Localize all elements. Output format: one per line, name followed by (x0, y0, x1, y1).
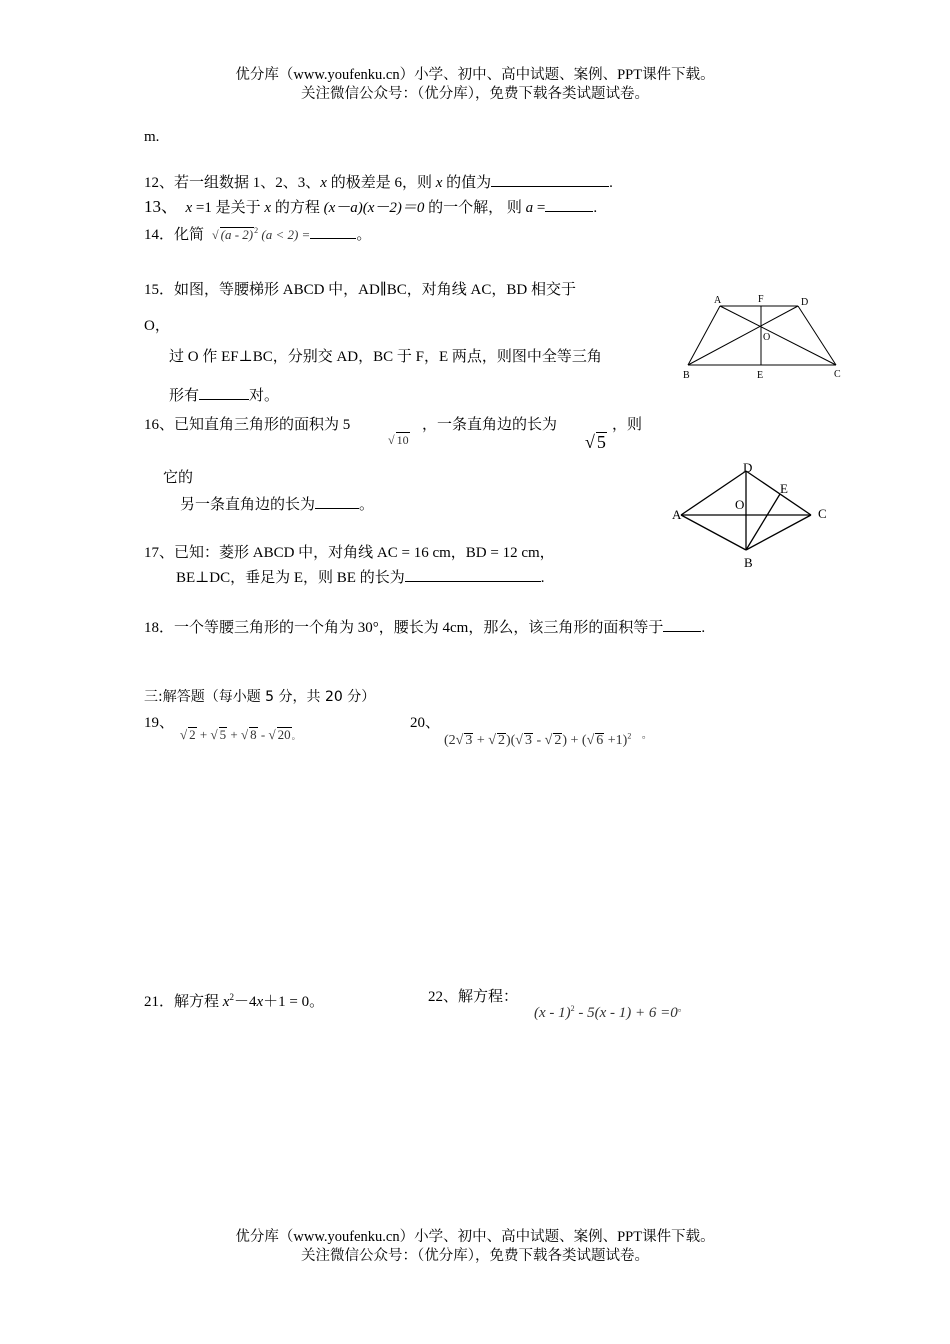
footer-line-1: 优分库（www.youfenku.cn）小学、初中、高中试题、案例、PPT课件下载。 (235, 1229, 715, 1245)
question-16-line-1c: ，则 (612, 417, 643, 433)
question-16-line-1: 16、已知直角三角形的面积为 5 (144, 417, 351, 433)
question-14: 14．化简 √ (a - 2)$^2$ (a < 2) = 。 (144, 226, 372, 243)
question-20-number: 20、 (410, 715, 441, 731)
sqrt-icon: √ (210, 727, 218, 742)
label-O: O (763, 332, 771, 343)
sqrt-icon: √ (180, 727, 188, 742)
answer-blank-13[interactable] (545, 197, 593, 212)
sqrt-icon: √ (515, 733, 523, 748)
answer-blank-12[interactable] (491, 172, 609, 187)
label-C: C (834, 369, 841, 380)
trapezoid-figure (678, 290, 850, 386)
header-line-2: 关注微信公众号：（优分库），免费下载各类试题试卷。 (301, 86, 649, 102)
sqrt-icon: √ (455, 733, 464, 748)
continuation-text: m. (144, 129, 160, 145)
question-19-number: 19、 (144, 715, 175, 731)
question-15-line-3: 过 O 作 EF⊥BC，分别交 AD，BC 于 F，E 两点，则图中全等三角 (169, 349, 602, 365)
answer-blank-17[interactable] (405, 567, 541, 582)
answer-blank-15[interactable] (199, 385, 249, 400)
question-16-line-3: 另一条直角边的长为 。 (180, 494, 374, 514)
question-22-expression: (x - 1)$^2$ - 5(x - 1) + 6 =0。 (534, 1003, 688, 1021)
question-16-line-2: 它的 (163, 470, 194, 486)
question-19-expression: √ 2 + √ 5 + √ 8 - √ 20。 (180, 727, 301, 742)
sqrt-icon: √ (586, 733, 595, 748)
question-15-line-4: 形有 对。 (169, 385, 279, 405)
label-E: E (757, 370, 764, 381)
section-3-heading: 三:解答题（每小题 5 分，共 20 分） (144, 689, 376, 705)
answer-blank-18[interactable] (663, 617, 701, 632)
sqrt-icon: √ (268, 727, 276, 742)
label-O: O (735, 497, 745, 512)
question-15-line-1: 15．如图，等腰梯形 ABCD 中，AD∥BC，对角线 AC，BD 相交于 (144, 282, 576, 298)
question-15-line-2: O， (144, 318, 170, 334)
sqrt-icon: √ (585, 432, 595, 452)
answer-blank-14[interactable] (310, 228, 356, 239)
question-22-label: 22、解方程： (428, 989, 519, 1005)
label-D: D (801, 297, 809, 308)
sqrt-5: √ 5 (585, 432, 606, 452)
label-A: A (714, 295, 722, 306)
sqrt-icon: √ (212, 228, 219, 242)
label-C: C (818, 506, 827, 521)
question-16-line-1b: ，一条直角边的长为 (422, 417, 558, 433)
rhombus-figure (668, 458, 838, 572)
label-B: B (683, 370, 690, 381)
label-E: E (780, 481, 788, 496)
question-17-line-2: BE⊥DC，垂足为 E，则 BE 的长为 . (176, 567, 544, 587)
answer-blank-16[interactable] (315, 494, 359, 509)
question-18: 18．一个等腰三角形的一个角为 30°，腰长为 4cm，那么，该三角形的面积等于 . (144, 617, 705, 637)
sqrt-icon: √ (488, 733, 496, 748)
header-line-1: 优分库（www.youfenku.cn）小学、初中、高中试题、案例、PPT课件下载。 (235, 67, 715, 83)
question-21: 21．解方程 $x^2-4x+1 = 0$。 (144, 992, 325, 1010)
label-A: A (672, 507, 682, 522)
sqrt-10: √ 10 (388, 433, 409, 447)
question-20-expression: (2√ 3 + √ 2)(√ 3 - √ 2) + (√ 6 +1)$^2$ 。 (444, 730, 652, 748)
label-F: F (758, 294, 764, 305)
question-17-line-1: 17、已知：菱形 ABCD 中，对角线 AC = 16 cm，BD = 12 cm， (144, 545, 555, 561)
sqrt-icon: √ (544, 733, 553, 748)
label-B: B (744, 555, 753, 570)
question-13: 13、 x =1 是关于 x 的方程 (x－a)(x－2)＝0 的一个解， 则 a = . (144, 197, 598, 216)
question-12: 12、若一组数据 1、2、3、x 的极差是 6，则 x 的值为 . (144, 172, 613, 192)
sqrt-icon: √ (240, 727, 249, 742)
footer-line-2: 关注微信公众号：（优分库），免费下载各类试题试卷。 (301, 1248, 649, 1264)
sqrt-icon: √ (388, 433, 395, 447)
label-D: D (743, 460, 753, 475)
